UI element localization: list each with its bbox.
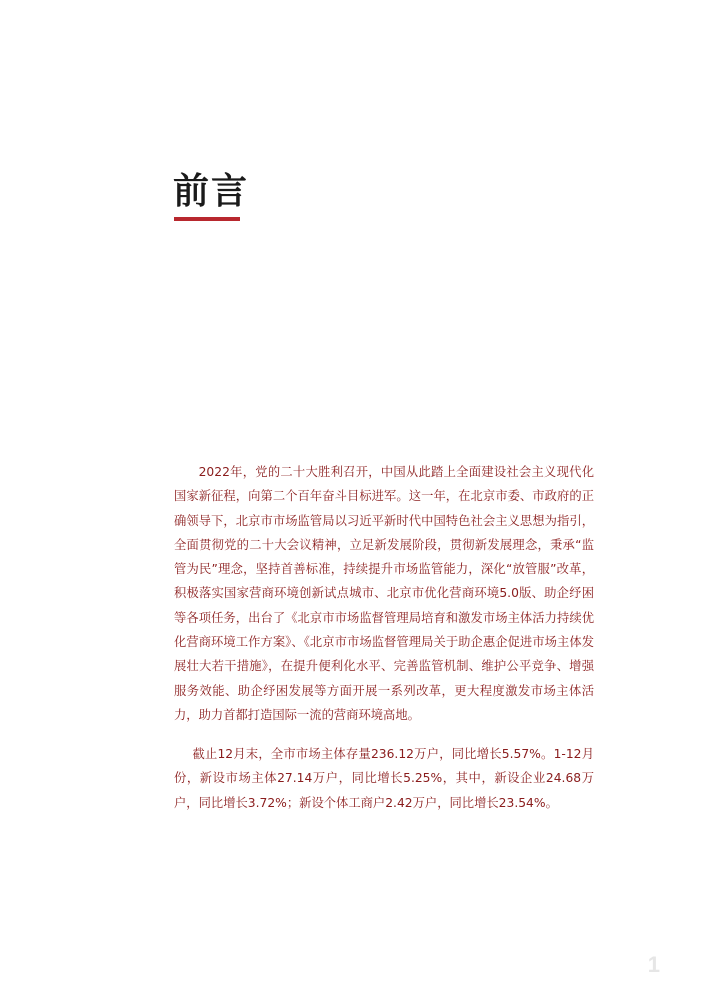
preface-paragraph-1: 2022年，党的二十大胜利召开，中国从此踏上全面建设社会主义现代化国家新征程，向第二个百年奋斗目标进军。这一年，在北京市委、市政府的正确领导下，北京市市场监管局以习近平新时代中国特色社会主义思想为指引，全面贯彻党的二十大会议精神，立足新发展阶段，贯彻新发展理念，秉承“监管为民”理念，坚持首善标准，持续提升市场监管能力，深化“放管服”改革，积极落实国家营商环境创新试点城市、北京市优化营商环境5.0版、助企纾困等各项任务，出台了《北京市市场监督管理局培育和激发市场主体活力持续优化营商环境工作方案》、《北京市市场监督管理局关于助企惠企促进市场主体发展壮大若干措施》，在提升便利化水平、完善监管机制、维护公平竞争、增强服务效能、助企纾困发展等方面开展一系列改革，更大程度激发市场主体活力，助力首都打造国际一流的营商环境高地。 (174, 465, 594, 722)
page-title: 前言 (173, 171, 250, 212)
title-underline-bar (174, 217, 240, 221)
page-number: 1 (647, 952, 660, 977)
preface-paragraph-2: 截止12月末，全市市场主体存量236.12万户，同比增长5.57%。1-12月份，新设市场主体27.14万户，同比增长5.25%，其中，新设企业24.68万户，同比增长3.72%；新设个体工商户2.42万户，同比增长23.54%。 (174, 747, 594, 810)
